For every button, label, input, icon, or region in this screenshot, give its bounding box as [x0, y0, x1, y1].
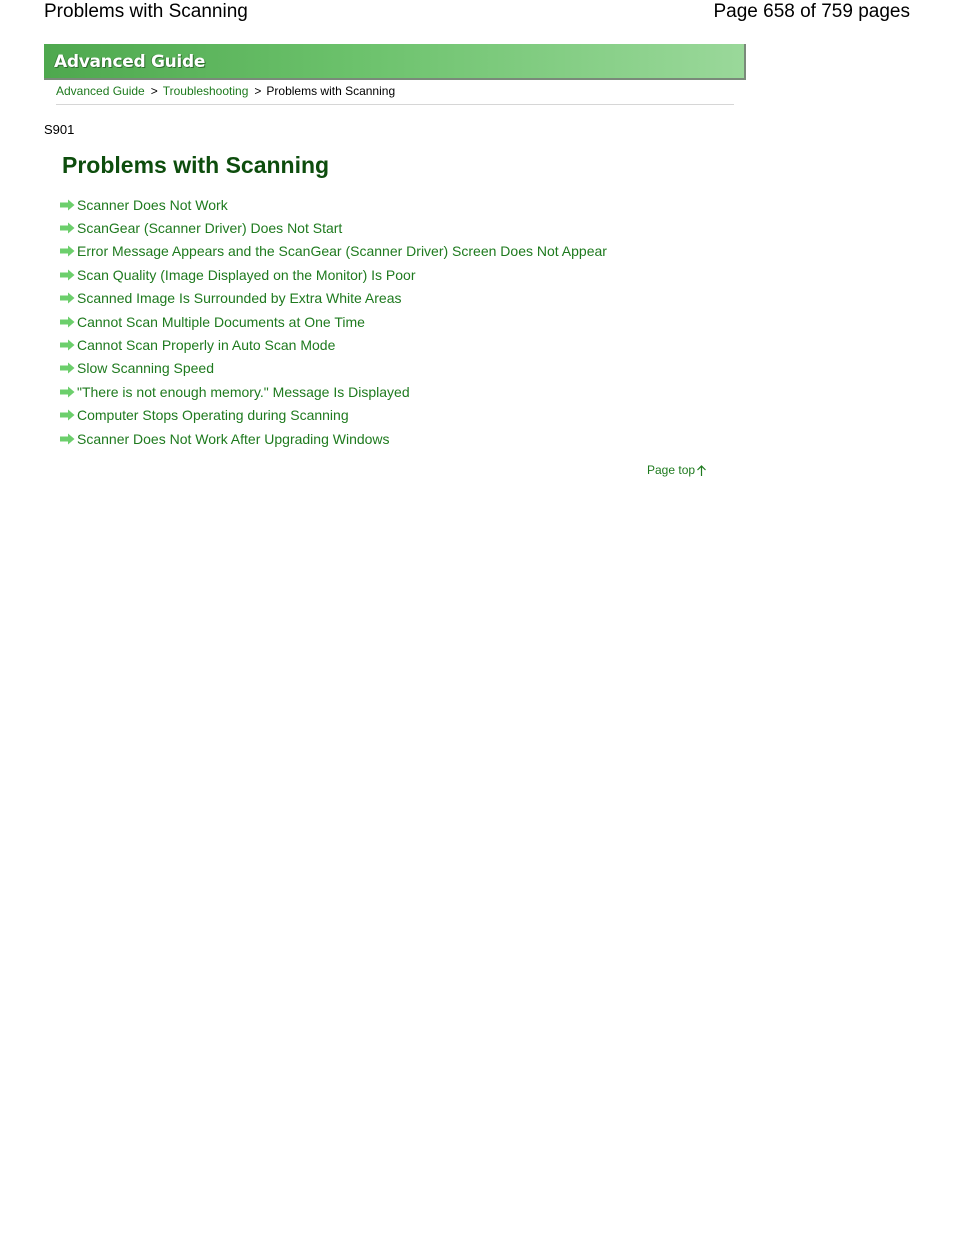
topic-link[interactable]: ScanGear (Scanner Driver) Does Not Start — [77, 220, 343, 237]
green-arrow-icon — [60, 433, 75, 445]
topic-list-item — [60, 427, 607, 450]
breadcrumb-current: Problems with Scanning — [266, 84, 396, 98]
topic-link[interactable]: Slow Scanning Speed — [77, 360, 214, 377]
page-top-label: Page top — [647, 463, 696, 477]
topic-list-item — [60, 216, 607, 239]
topic-list-item — [60, 357, 607, 380]
up-arrow-icon — [696, 465, 707, 477]
green-arrow-icon — [60, 245, 75, 257]
topic-link[interactable]: Computer Stops Operating during Scanning — [77, 407, 349, 424]
topic-link[interactable]: Scanner Does Not Work — [77, 196, 228, 213]
topic-list — [60, 193, 607, 450]
topic-list-item — [60, 333, 607, 356]
topic-link[interactable]: Scanner Does Not Work After Upgrading Windows — [77, 430, 390, 447]
green-arrow-icon — [60, 316, 75, 328]
topic-list-item — [60, 310, 607, 333]
topic-link[interactable]: "There is not enough memory." Message Is Displayed — [77, 383, 410, 400]
breadcrumb-separator: > — [254, 84, 262, 98]
green-arrow-icon — [60, 222, 75, 234]
breadcrumb — [56, 83, 734, 105]
green-arrow-icon — [60, 339, 75, 351]
green-arrow-icon — [60, 269, 75, 281]
print-header-title: Problems with Scanning — [44, 1, 248, 22]
topic-list-item — [60, 380, 607, 403]
breadcrumb-separator: > — [150, 84, 158, 98]
topic-list-item — [60, 287, 607, 310]
topic-code: S901 — [44, 122, 75, 137]
topic-list-item — [60, 404, 607, 427]
green-arrow-icon — [60, 386, 75, 398]
advanced-guide-banner-label: Advanced Guide — [54, 52, 206, 72]
topic-link[interactable]: Scan Quality (Image Displayed on the Monitor) Is Poor — [77, 266, 416, 283]
green-arrow-icon — [60, 362, 75, 374]
green-arrow-icon — [60, 292, 75, 304]
green-arrow-icon — [60, 409, 75, 421]
breadcrumb-link-troubleshooting[interactable]: Troubleshooting — [162, 84, 249, 98]
topic-link[interactable]: Cannot Scan Multiple Documents at One Time — [77, 313, 365, 330]
green-arrow-icon — [60, 199, 75, 211]
print-header-page-info: Page 658 of 759 pages — [713, 1, 910, 22]
topic-list-item — [60, 193, 607, 216]
topic-link[interactable]: Cannot Scan Properly in Auto Scan Mode — [77, 337, 336, 354]
topic-link[interactable]: Scanned Image Is Surrounded by Extra White Areas — [77, 290, 402, 307]
topic-list-item — [60, 263, 607, 286]
page-top-link[interactable] — [647, 462, 707, 478]
print-header — [44, 0, 910, 26]
advanced-guide-banner — [44, 44, 746, 80]
topic-list-item — [60, 240, 607, 263]
page-title: Problems with Scanning — [62, 152, 330, 178]
breadcrumb-link-advanced-guide[interactable]: Advanced Guide — [56, 84, 145, 98]
topic-link[interactable]: Error Message Appears and the ScanGear (Scanner Driver) Screen Does Not Appear — [77, 243, 607, 260]
